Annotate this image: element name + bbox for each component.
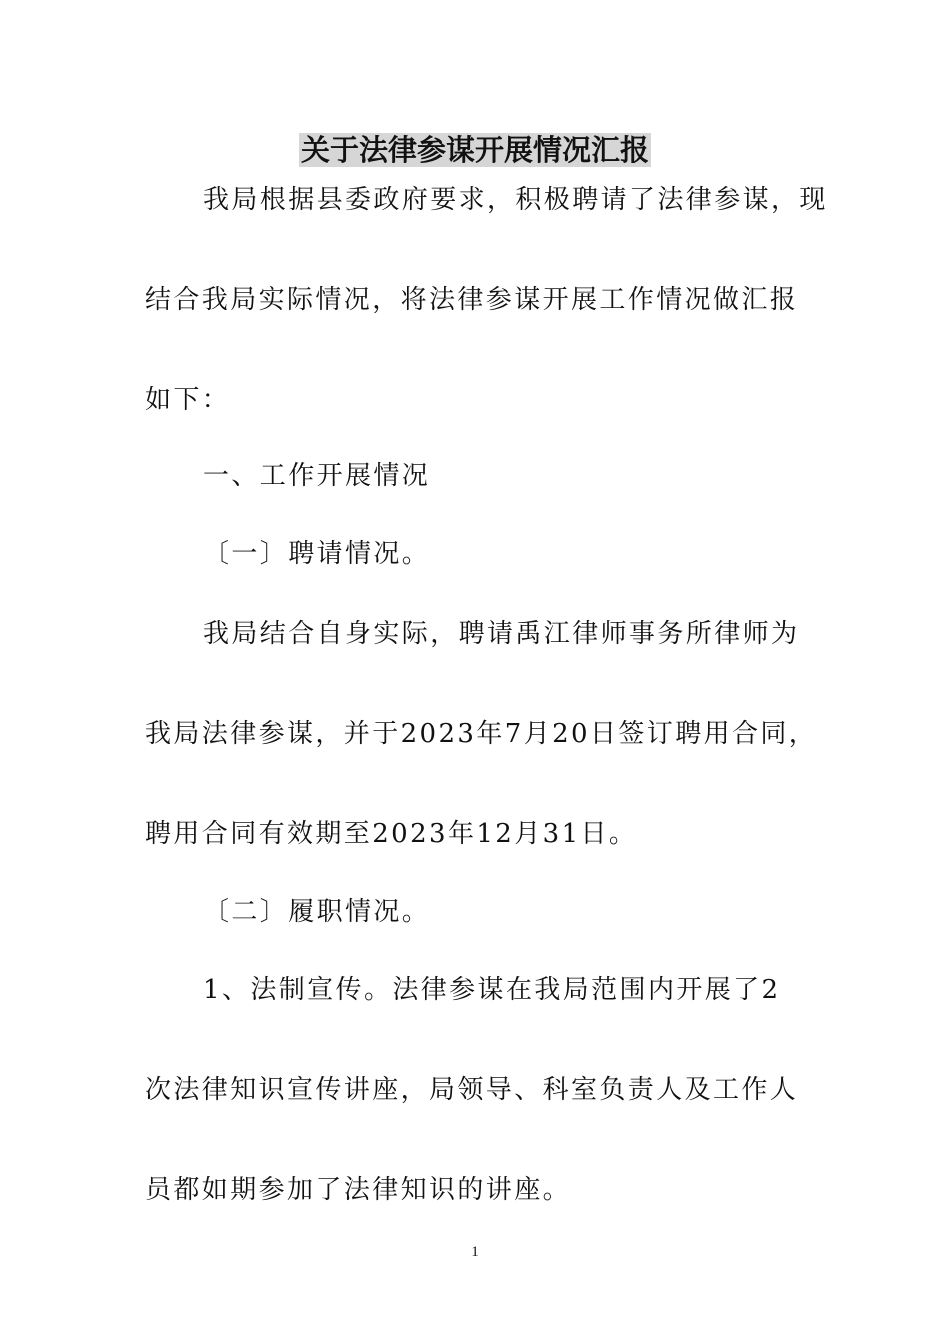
- paragraph-line: 次法律知识宣传讲座，局领导、科室负责人及工作人: [145, 1075, 799, 1105]
- paragraph-line: 聘用合同有效期至2023年12月31日。: [145, 819, 638, 849]
- section-heading: 一、工作开展情况: [203, 461, 431, 491]
- paragraph-line: 员都如期参加了法律知识的讲座。: [145, 1175, 572, 1205]
- paragraph-line: 结合我局实际情况，将法律参谋开展工作情况做汇报: [145, 285, 799, 315]
- document-title: [0, 128, 950, 172]
- paragraph-line: 我局结合自身实际，聘请禹江律师事务所律师为: [203, 619, 800, 649]
- subsection-heading: 〔二〕履职情况。: [203, 897, 431, 927]
- document-title-text: 关于法律参谋开展情况汇报: [300, 133, 649, 167]
- paragraph-line: 我局根据县委政府要求，积极聘请了法律参谋，现: [203, 185, 828, 215]
- paragraph-line: 我局法律参谋，并于2023年7月20日签订聘用合同，: [145, 719, 818, 749]
- page-number: 1: [471, 1244, 479, 1260]
- subsection-heading: 〔一〕聘请情况。: [203, 539, 431, 569]
- paragraph-line: 1、法制宣传。法律参谋在我局范围内开展了2: [203, 975, 781, 1005]
- paragraph-line: 如下：: [145, 385, 231, 415]
